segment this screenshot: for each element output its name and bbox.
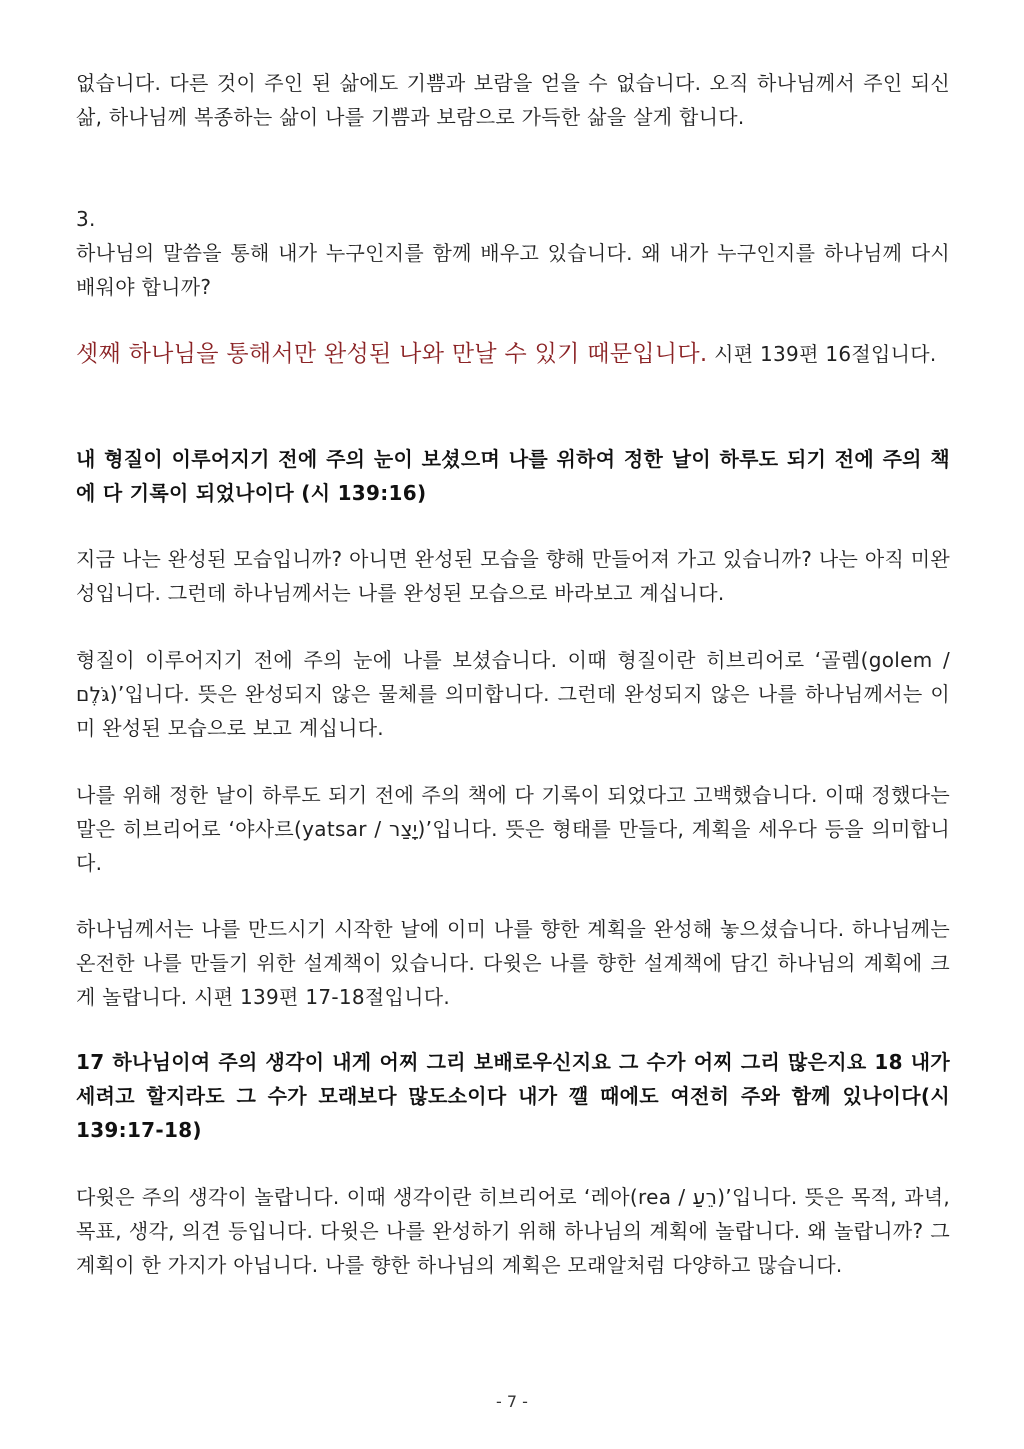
paragraph-yatsar: 나를 위해 정한 날이 하루도 되기 전에 주의 책에 다 기록이 되었다고 고백했습니다. 이때 정했다는 말은 히브리어로 ‘야사르(yatsar / יָצַר)’입니다. 뜻은 형태를 만들다, 계획을 세우다 등을 의미합니다.: [76, 783, 950, 875]
paragraph-intro: 없습니다. 다른 것이 주인 된 삶에도 기쁨과 보람을 얻을 수 없습니다. 오직 하나님께서 주인 되신 삶, 하나님께 복종하는 삶이 나를 기쁨과 보람으로 가득한 삶을 살게 합니다.: [76, 71, 950, 129]
section-number: 3.: [76, 207, 96, 231]
page-number: - 7 -: [496, 1392, 528, 1411]
paragraph-third-point: [76, 337, 950, 371]
paragraph-rea: 다윗은 주의 생각이 놀랍니다. 이때 생각이란 히브리어로 ‘레아(rea / רֵעַ)’입니다. 뜻은 목적, 과녁, 목표, 생각, 의견 등입니다. 다윗은 나를 완성하기 위해 하나님의 계획에 놀랍니다. 왜 놀랍니까? 그 계획이 한 가지가 아닙니다. 나를 향한 하나님의 계획은 모래알처럼 다양하고 많습니다.: [76, 1185, 950, 1277]
section-3: [76, 202, 950, 304]
paragraph-blueprint: 하나님께서는 나를 만드시기 시작한 날에 이미 나를 향한 계획을 완성해 놓으셨습니다. 하나님께는 온전한 나를 만들기 위한 설계책이 있습니다. 다윗은 나를 향한 설계책에 담긴 하나님의 계획에 크게 놀랍니다. 시편 139편 17-18절입니다.: [76, 917, 950, 1009]
paragraph-question: 하나님의 말씀을 통해 내가 누구인지를 함께 배우고 있습니다. 왜 내가 누구인지를 하나님께 다시 배워야 합니까?: [76, 241, 950, 299]
highlight-heading: 셋째 하나님을 통해서만 완성된 나와 만날 수 있기 때문입니다.: [76, 341, 708, 367]
paragraph-golem: 형질이 이루어지기 전에 주의 눈에 나를 보셨습니다. 이때 형질이란 히브리어로 ‘골렘(golem / גֹּלֶם)’입니다. 뜻은 완성되지 않은 물체를 의미합니다. 그런데 완성되지 않은 나를 하나님께서는 이미 완성된 모습으로 보고 계십니다.: [76, 648, 950, 740]
highlight-reference: 시편 139편 16절입니다.: [707, 342, 937, 366]
scripture-quote-139-17-18: 17 하나님이여 주의 생각이 내게 어찌 그리 보배로우신지요 그 수가 어찌 그리 많은지요 18 내가 세려고 할지라도 그 수가 모래보다 많도소이다 내가 깰 때에도 여전히 주와 함께 있나이다(시 139:17-18): [76, 1050, 950, 1142]
scripture-quote-139-16: 내 형질이 이루어지기 전에 주의 눈이 보셨으며 나를 위하여 정한 날이 하루도 되기 전에 주의 책에 다 기록이 되었나이다 (시 139:16): [76, 447, 950, 505]
paragraph-incomplete: 지금 나는 완성된 모습입니까? 아니면 완성된 모습을 향해 만들어져 가고 있습니까? 나는 아직 미완성입니다. 그런데 하나님께서는 나를 완성된 모습으로 바라보고 계십니다.: [76, 547, 950, 605]
